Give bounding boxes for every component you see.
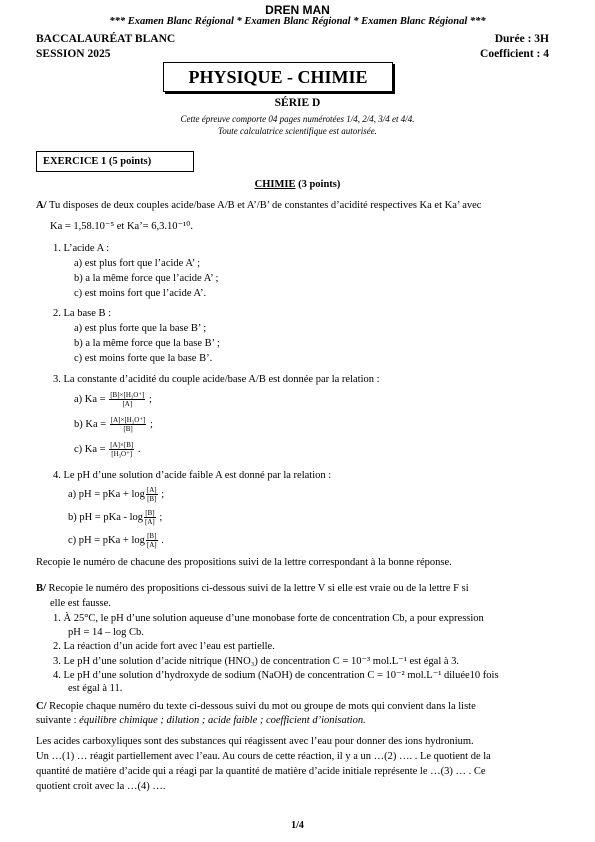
q2-stem: 2. La base B : bbox=[53, 308, 112, 319]
fraction: $\frac{[B]}{[A]}$ bbox=[146, 532, 157, 549]
org-name: DREN MAN bbox=[265, 3, 330, 17]
subject-title-box bbox=[163, 62, 393, 92]
part-c-text-line-1: Les acides carboxyliques sont des substances qui réagissent avec l’eau pour donner des ions hydronium. bbox=[36, 736, 474, 747]
exam-banner: *** Examen Blanc Régional * Examen Blanc Régional * Examen Blanc Régional *** bbox=[109, 16, 486, 27]
q3-option-b: b) Ka = $\frac{\text{[A]×[H₃O⁺]}}{[B]}$ ; bbox=[74, 416, 153, 433]
q3-option-a: a) Ka = $\frac{\text{[B]×[H₃O⁺]}}{[A]}$ ; bbox=[74, 391, 152, 408]
part-a-instruction: Recopie le numéro de chacune des propositions suivi de la lettre correspondant à la bonne réponse. bbox=[36, 557, 452, 568]
part-b-item-4: 4. Le pH d’une solution d’hydroxyde de sodium (NaOH) de concentration C = 10⁻² mol.L⁻¹ diluée10 fois bbox=[53, 670, 499, 681]
coefficient: Coefficient : 4 bbox=[480, 48, 549, 60]
chemistry-title: CHIMIE bbox=[254, 179, 296, 190]
part-b-intro-cont: elle est fausse. bbox=[50, 598, 111, 609]
q2-option-a: a) est plus forte que la base B’ ; bbox=[74, 323, 207, 334]
chemistry-heading bbox=[0, 179, 595, 190]
part-c-label: C/ bbox=[36, 701, 47, 712]
page-number: 1/4 bbox=[291, 820, 304, 831]
part-c-text-line-4: quotient croit avec la …(4) …. bbox=[36, 781, 166, 792]
part-c-word-list: suivante : équilibre chimique ; dilution ; acide faible ; coefficient d’ionisation. bbox=[36, 715, 366, 726]
part-b-label: B/ bbox=[36, 583, 46, 594]
series: SÉRIE D bbox=[274, 97, 321, 109]
part-b-item-2: 2. La réaction d’un acide fort avec l’eau est partielle. bbox=[53, 641, 275, 652]
part-b-intro: B/ Recopie le numéro des propositions ci-dessous suivi de la lettre V si elle est vraie ou de la lettre F si bbox=[36, 583, 469, 594]
fraction: $\frac{[B]}{[A]}$ bbox=[145, 509, 155, 526]
q2-option-b: b) a la même force que la base B’ ; bbox=[74, 338, 220, 349]
q3-stem: 3. La constante d’acidité du couple acide/base A/B est donnée par la relation : bbox=[53, 374, 380, 385]
fraction: $\frac{[A]}{[B]}$ bbox=[146, 486, 157, 503]
q1-stem: 1. L’acide A : bbox=[53, 243, 110, 254]
q1-option-c: c) est moins fort que l’acide A’. bbox=[74, 288, 207, 299]
q4-stem: 4. Le pH d’une solution d’acide faible A est donné par la relation : bbox=[53, 470, 332, 481]
q1-option-a: a) est plus fort que l’acide A’ ; bbox=[74, 258, 201, 269]
part-c-intro: C/ Recopie chaque numéro du texte ci-dessous suivi du mot ou groupe de mots qui convient dans la liste bbox=[36, 701, 476, 712]
part-b-item-1: 1. À 25°C, le pH d’une solution aqueuse d’une monobase forte de concentration Cb, a pour expression bbox=[53, 613, 484, 624]
calculator-note: Toute calculatrice scientifique est autorisée. bbox=[218, 126, 377, 136]
session: SESSION 2025 bbox=[36, 48, 111, 60]
fraction: $\frac{\text{[A]×[H₃O⁺]}}{[B]}$ bbox=[110, 416, 146, 433]
fraction: $\frac{\text{[B]×[H₃O⁺]}}{[A]}$ bbox=[110, 391, 145, 408]
q4-option-c: c) pH = pKa + log $\frac{[B]}{[A]}$ . bbox=[68, 532, 164, 549]
chemistry-points: (3 points) bbox=[298, 179, 341, 190]
ka-values: Ka = 1,58.10⁻⁵ et Ka’= 6,3.10⁻¹⁰. bbox=[50, 221, 194, 232]
q2-option-c: c) est moins forte que la base B’. bbox=[74, 353, 213, 364]
subject-title: PHYSIQUE - CHIMIE bbox=[188, 67, 368, 87]
part-a-label: A/ bbox=[36, 200, 47, 211]
duration: Durée : 3H bbox=[494, 33, 549, 45]
q3-option-c: c) Ka = $\frac{[A]\times[B]}{\text{[H₃O⁺]}}$ . bbox=[74, 441, 141, 458]
part-c-text-line-3: quantité de matière d’acide qui a réagi par la quantité de matière d’acide initiale représente le …(3) … . Ce bbox=[36, 766, 486, 777]
part-b-item-4-cont: est égal à 11. bbox=[68, 683, 123, 694]
part-b-item-1-cont: pH = 14 – log Cb. bbox=[68, 627, 144, 638]
q4-option-b: b) pH = pKa - log $\frac{[B]}{[A]}$ ; bbox=[68, 509, 163, 526]
pages-note: Cette épreuve comporte 04 pages numérotées 1/4, 2/4, 3/4 et 4/4. bbox=[180, 114, 415, 124]
part-a-intro: A/ Tu disposes de deux couples acide/base A/B et A’/B’ de constantes d’acidité respectives Ka et Ka’ avec bbox=[36, 200, 482, 211]
part-b-item-3: 3. Le pH d’une solution d’acide nitrique (HNO₃) de concentration C = 10⁻³ mol.L⁻¹ est égal à 3. bbox=[53, 656, 460, 667]
fraction: $\frac{[A]\times[B]}{\text{[H₃O⁺]}}$ bbox=[110, 441, 134, 458]
q1-option-b: b) a la même force que l’acide A’ ; bbox=[74, 273, 219, 284]
exercise-title-box bbox=[36, 151, 194, 172]
exam-type: BACCALAURÉAT BLANC bbox=[36, 33, 176, 45]
exercise-title: EXERCICE 1 (5 points) bbox=[43, 156, 152, 167]
part-c-text-line-2: Un …(1) … réagit partiellement avec l’eau. Au cours de cette réaction, il y a un …(2) …. . Le quotient de la bbox=[36, 751, 491, 762]
q4-option-a: a) pH = pKa + log $\frac{[A]}{[B]}$ ; bbox=[68, 486, 165, 503]
